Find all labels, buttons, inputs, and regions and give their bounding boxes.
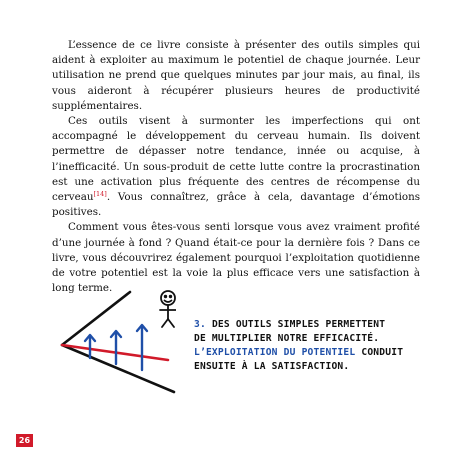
caption-text-1: DES OUTILS SIMPLES PERMETTENT <box>211 319 386 330</box>
growth-arrow-2 <box>111 331 121 364</box>
stick-figure-icon <box>160 291 176 327</box>
caption-line-2: DE MULTIPLIER NOTRE EFFICACITÉ. <box>194 333 380 344</box>
paragraph-3: Comment vous êtes-vous senti lorsque vous avez vraiment profité d’une journée à fond ? Quand était-ce pour la dernière fois ? Dans ce livre, vous découvrirez également pourquoi l’exploitation quotidienne de votre potentiel est la voie la plus efficace vers une satisfaction à long terme. <box>52 221 420 295</box>
caption-line-1 <box>194 318 424 332</box>
caption-highlight: L’EXPLOITATION DU POTENTIEL <box>194 347 356 358</box>
paragraph-2-text-b: . Vous connaîtrez, grâce à cela, davantage d’émotions positives. <box>52 191 420 219</box>
paragraph-2-text-a: Ces outils visent à surmonter les imperfections qui ont accompagné le développement du cerveau humain. Ils doivent permettre de dépasser notre tendance, innée ou acquise, à l’inefficacité. Un sous-produit de cette lutte contre la procrastination est une activation plus fréquente des centres de récompense du cerveau <box>52 115 420 204</box>
paragraph-2 <box>52 114 420 220</box>
efficiency-illustration <box>56 290 176 396</box>
page-number: 26 <box>16 434 33 447</box>
footnote-ref: [14] <box>93 190 107 199</box>
caption-text-3: CONDUIT <box>361 347 404 358</box>
caption-number: 3. <box>194 319 206 330</box>
body-text <box>52 38 420 296</box>
growth-arrow-3 <box>137 325 147 370</box>
paragraph-1: L’essence de ce livre consiste à présenter des outils simples qui aident à exploiter au maximum le potentiel de chaque journée. Leur utilisation ne prend que quelques minutes par jour mais, au final, ils vous aideront à récupérer plusieurs heures de productivité supplémentaires. <box>52 39 420 112</box>
figure-caption <box>194 318 424 374</box>
caption-line-4: ENSUITE À LA SATISFACTION. <box>194 361 350 372</box>
caption-line-3 <box>194 346 424 360</box>
